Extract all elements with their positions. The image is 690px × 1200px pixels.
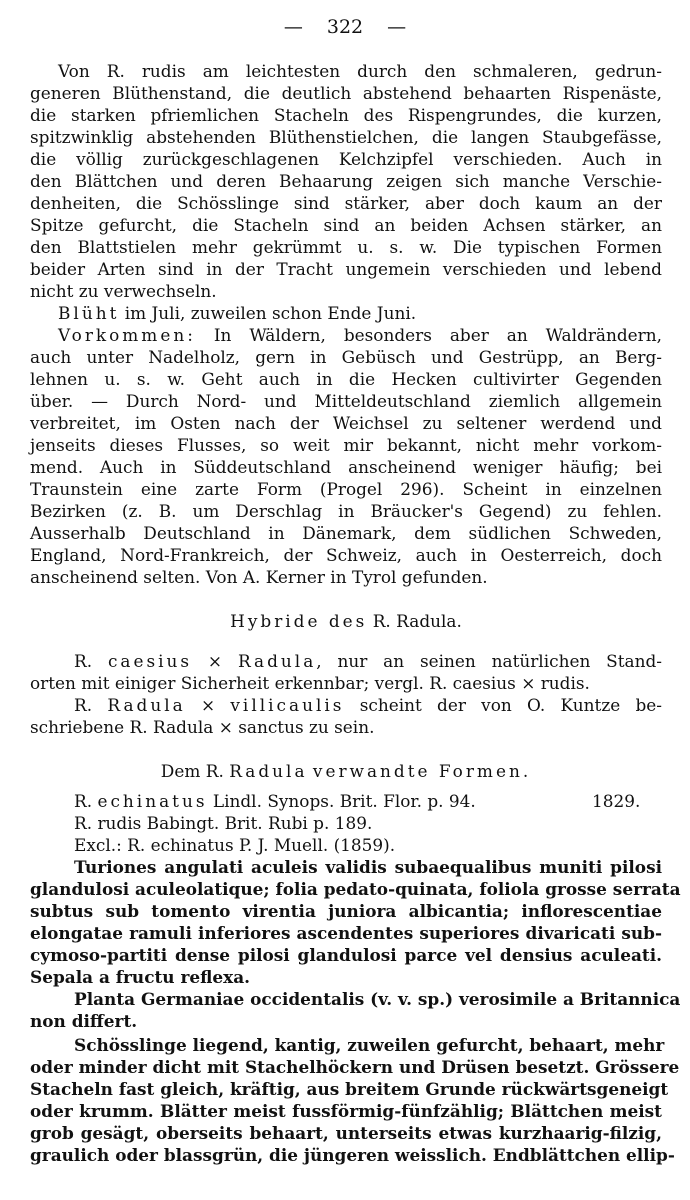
text-line: orten mit einiger Sicherheit erkennbar; vergl. R. caesius × rudis.: [30, 673, 590, 693]
exclusion-line: Excl.: R. echinatus P. J. Muell. (1859).: [74, 835, 396, 855]
hybrid-entry: R. caesius × Radula, nur an seinen natürlichen Stand-: [74, 651, 662, 671]
bloom-label: Blüht: [58, 303, 120, 323]
text-line: grob gesägt, oberseits behaart, unterseits etwas kurzhaarig-filzig,: [30, 1123, 662, 1143]
text-line: Traunstein eine zarte Form (Progel 296). Scheint in einzelnen: [30, 479, 662, 499]
text-line: oder minder dicht mit Stachelhöckern und Drüsen besetzt. Grössere: [30, 1057, 680, 1077]
text-line: auch unter Nadelholz, gern in Gebüsch und Gestrüpp, an Berg-: [30, 347, 662, 367]
synonym-line: R. rudis Babingt. Brit. Rubi p. 189.: [74, 813, 373, 833]
text-line: spitzwinklig abstehenden Blüthenstielchen, die langen Staubgefässe,: [30, 127, 662, 147]
text-line: nicht zu verwechseln.: [30, 281, 217, 301]
text-line: Vorkommen: In Wäldern, besonders aber an Waldrändern,: [58, 325, 662, 345]
text-line: Bezirken (z. B. um Derschlag in Bräucker's Gegend) zu fehlen.: [30, 501, 662, 521]
text-line: generen Blüthenstand, die deutlich abstehend behaarten Rispenäste,: [30, 83, 662, 103]
text-line: cymoso-partiti dense pilosi glandulosi parce vel densius aculeati.: [30, 945, 662, 965]
text-line: über. — Durch Nord- und Mitteldeutschland ziemlich allgemein: [30, 391, 662, 411]
text-line: die völlig zurückgeschlagenen Kelchzipfel verschieden. Auch in: [30, 149, 662, 169]
text-line: Spitze gefurcht, die Stacheln sind an beiden Achsen stärker, an: [30, 215, 662, 235]
text-line: Ausserhalb Deutschland in Dänemark, dem südlichen Schweden,: [30, 523, 662, 543]
text-line: schriebene R. Radula × sanctus zu sein.: [30, 717, 375, 737]
text-line: glandulosi aculeolatique; folia pedato-quinata, foliola grosse serrata: [30, 879, 681, 899]
text-line: verbreitet, im Osten nach der Weichsel zu seltener werdend und: [30, 413, 662, 433]
text-line: Turiones angulati aculeis validis subaequalibus muniti pilosi: [74, 857, 662, 877]
text-line: die starken pfriemlichen Stacheln des Rispengrundes, die kurzen,: [30, 105, 662, 125]
text-line: beider Arten sind in der Tracht ungemein verschieden und lebend: [30, 259, 662, 279]
occurrence-label: Vorkommen:: [58, 325, 196, 345]
text-line: Von R. rudis am leichtesten durch den schmaleren, gedrun-: [58, 61, 662, 81]
text-line: subtus sub tomento virentia juniora albicantia; inflorescentiae: [30, 901, 662, 921]
text-line: den Blattstielen mehr gekrümmt u. s. w. Die typischen Formen: [30, 237, 662, 257]
text-line: jenseits dieses Flusses, so weit mir bekannt, nicht mehr vorkom-: [30, 435, 662, 455]
year: 1829.: [592, 791, 641, 811]
text-line: denheiten, die Schösslinge sind stärker, aber doch kaum an der: [30, 193, 662, 213]
text-line: Schösslinge liegend, kantig, zuweilen gefurcht, behaart, mehr: [74, 1035, 665, 1055]
text-line: oder krumm. Blätter meist fussförmig-fünfzählig; Blättchen meist: [30, 1101, 662, 1121]
text-line: Sepala a fructu reflexa.: [30, 967, 251, 987]
text-line: anscheinend selten. Von A. Kerner in Tyrol gefunden.: [30, 567, 488, 587]
bloom-text: im Juli, zuweilen schon Ende Juni.: [119, 303, 417, 323]
text-line: den Blättchen und deren Behaarung zeigen sich manche Verschie-: [30, 171, 662, 191]
text-line: Stacheln fast gleich, kräftig, aus breitem Grunde rückwärtsgeneigt: [30, 1079, 669, 1099]
synonym-line: R. echinatus Lindl. Synops. Brit. Flor. p. 94. 1829.: [74, 791, 641, 811]
text-line: England, Nord-Frankreich, der Schweiz, auch in Oesterreich, doch: [30, 545, 662, 565]
text-line: Planta Germaniae occidentalis (v. v. sp.) verosimile a Britannica: [74, 989, 681, 1009]
text-line: lehnen u. s. w. Geht auch in die Hecken cultivirter Gegenden: [30, 369, 662, 389]
text-line: mend. Auch in Süddeutschland anscheinend weniger häufig; bei: [30, 457, 662, 477]
hybrids-heading: Hybride des R. Radula.: [230, 611, 462, 631]
text-line: elongatae ramuli inferiores ascendentes superiores divaricati sub-: [30, 923, 662, 943]
text-line: graulich oder blassgrün, die jüngeren weisslich. Endblättchen ellip-: [30, 1145, 675, 1165]
page-number: — 322 —: [283, 16, 407, 38]
text-line: non differt.: [30, 1011, 138, 1031]
related-heading: Dem R. Radula verwandte Formen.: [160, 761, 532, 781]
bloom-line: [30, 302, 662, 324]
hybrid-entry: R. Radula × villicaulis scheint der von O. Kuntze be-: [74, 695, 662, 715]
